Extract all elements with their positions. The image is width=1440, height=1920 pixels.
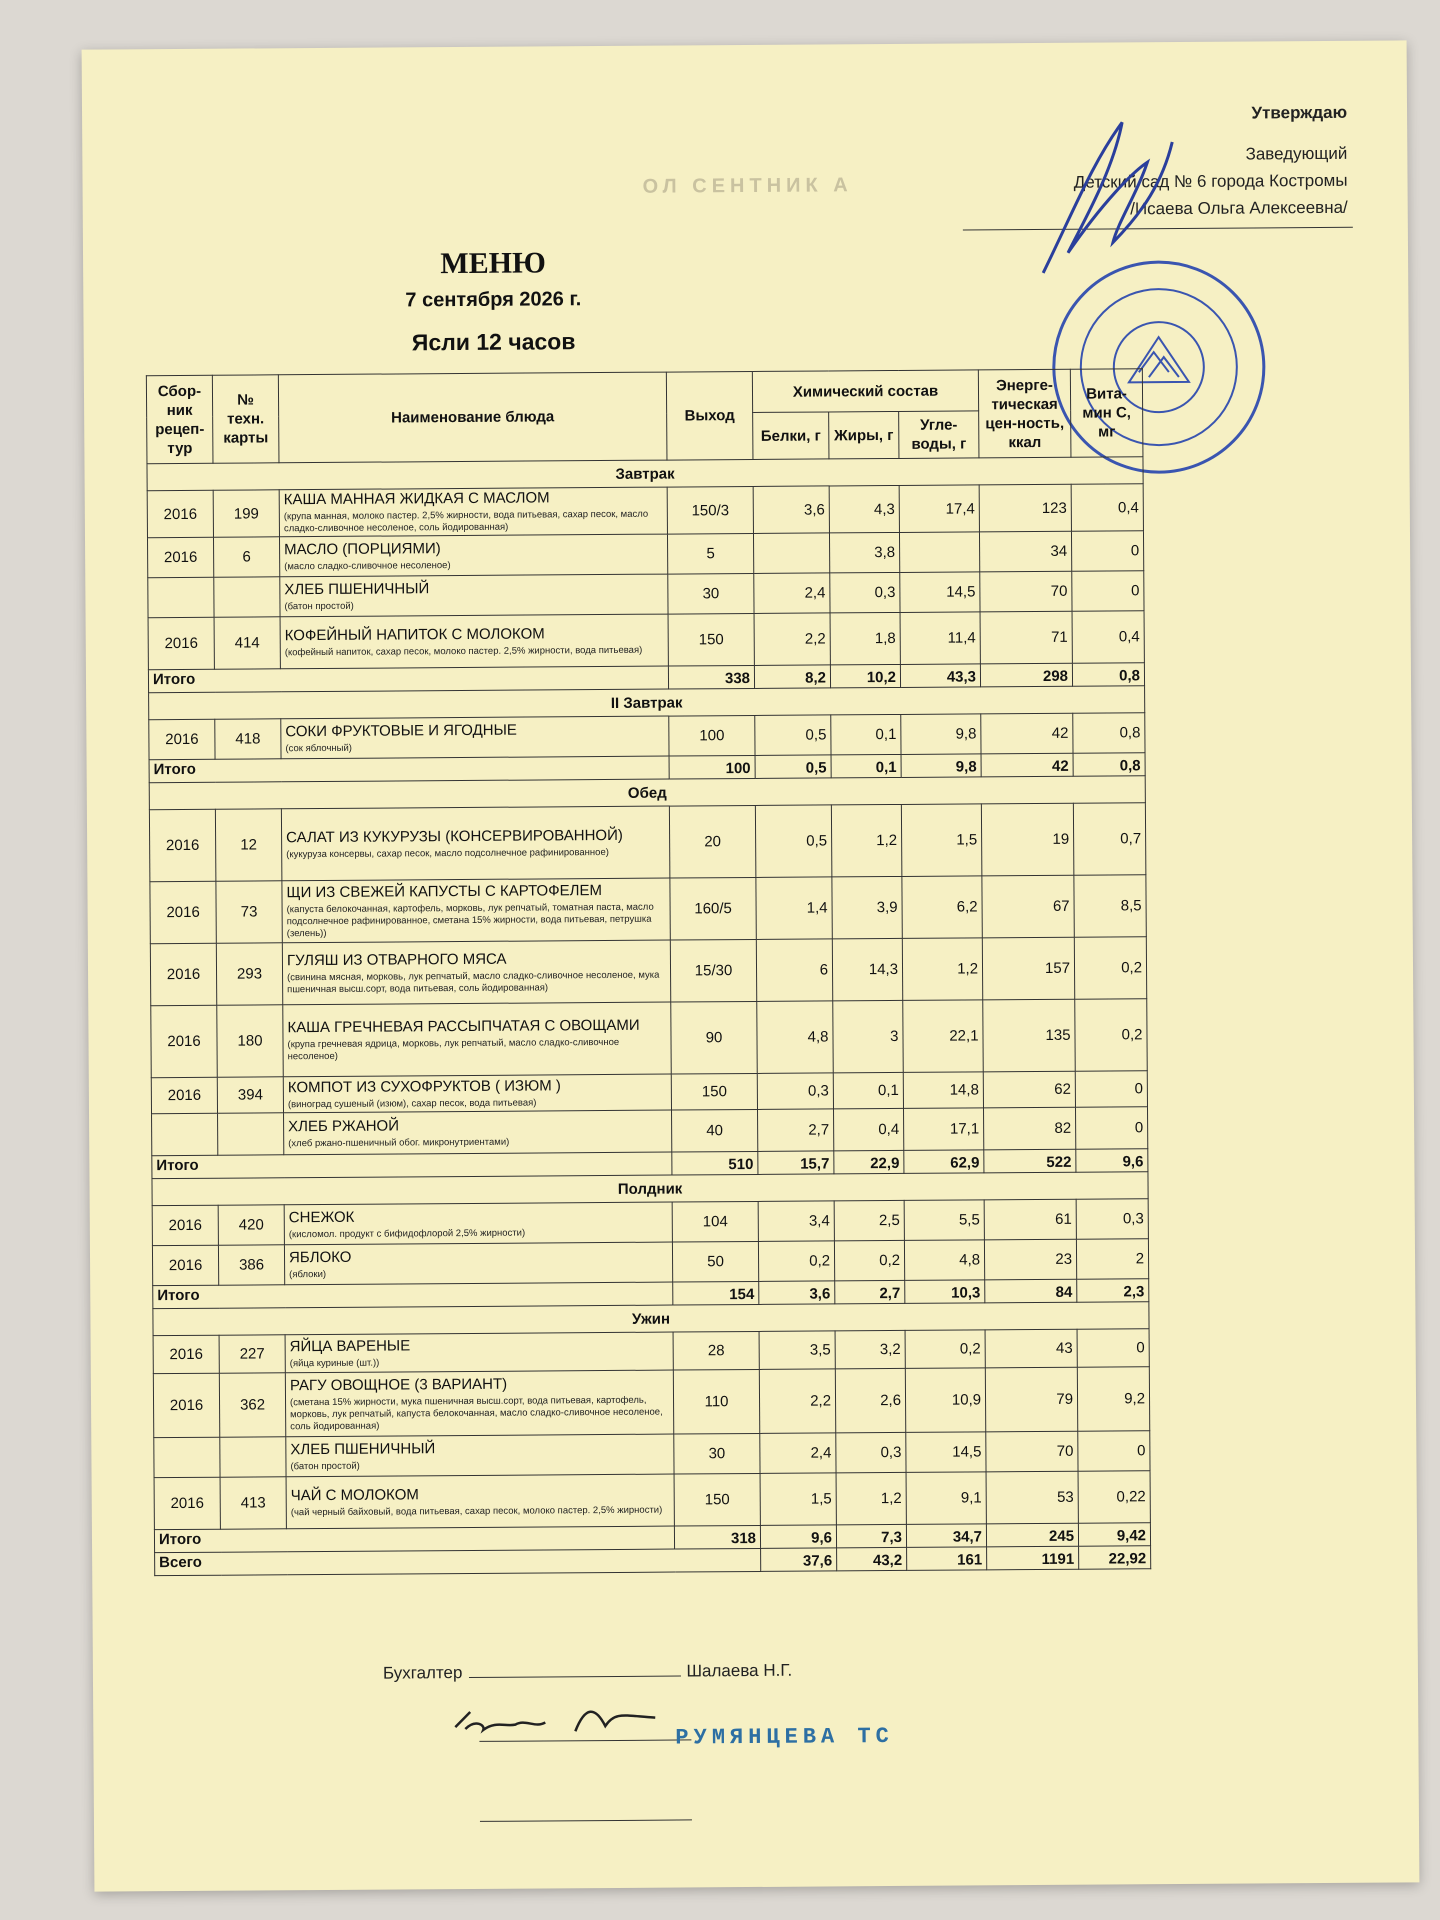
collection-cell: 2016 xyxy=(151,1005,218,1077)
proteins-cell: 1,5 xyxy=(760,1473,836,1526)
total-energy: 245 xyxy=(986,1523,1078,1547)
dish-cell xyxy=(280,574,668,617)
total-output: 154 xyxy=(673,1281,759,1305)
total-vitamin: 0,8 xyxy=(1073,753,1145,777)
energy-cell: 123 xyxy=(979,484,1071,532)
grand-total-vitamin: 22,92 xyxy=(1079,1546,1151,1570)
dish-ingredients: (сметана 15% жирности, мука пшеничная высш.сорт, вода питьевая, картофель, морковь, лук репчатый, капуста белокочанная, масло сладко-сливочное несоленое, соль йодированная) xyxy=(289,1394,663,1432)
total-energy: 298 xyxy=(980,663,1072,687)
total-vitamin: 2,3 xyxy=(1077,1279,1149,1303)
total-output: 510 xyxy=(672,1151,758,1175)
tech-card-cell: 227 xyxy=(219,1335,285,1373)
dish-ingredients: (кукуруза консервы, сахар песок, масло подсолнечное рафинированное) xyxy=(286,846,609,860)
output-cell: 40 xyxy=(672,1109,758,1152)
dish-cell xyxy=(282,940,670,1005)
vitamin-cell: 0 xyxy=(1078,1431,1150,1472)
carbs-cell: 6,2 xyxy=(902,876,982,939)
dish-cell xyxy=(281,806,669,881)
fats-cell: 1,2 xyxy=(836,1472,906,1524)
carbs-cell: 11,4 xyxy=(900,612,980,665)
dish-name: СОКИ ФРУКТОВЫЕ И ЯГОДНЫЕ xyxy=(285,721,517,740)
total-proteins: 8,2 xyxy=(754,665,830,689)
vitamin-cell: 0,4 xyxy=(1071,484,1143,532)
extra-line xyxy=(474,1805,698,1827)
vitamin-cell: 0,3 xyxy=(1076,1199,1148,1240)
section-title: Полдник xyxy=(152,1172,1148,1206)
total-proteins: 15,7 xyxy=(758,1151,834,1175)
col-collection: Сбор-ник рецеп-тур xyxy=(146,375,213,463)
table-row xyxy=(149,803,1145,882)
dish-name: ЧАЙ С МОЛОКОМ xyxy=(290,1485,419,1504)
table-row xyxy=(147,531,1143,578)
total-label: Итого xyxy=(149,756,669,783)
total-output: 100 xyxy=(669,755,755,779)
section-title: Завтрак xyxy=(147,457,1143,491)
dish-ingredients: (крупа гречневая ядрица, морковь, лук репчатый, масло сладко-сливочное несоленое) xyxy=(287,1036,620,1062)
dish-ingredients: (кофейный напиток, сахар песок, молоко пастер. 2,5% жирности, вода питьевая) xyxy=(284,644,643,658)
proteins-cell: 2,2 xyxy=(754,613,830,666)
output-cell: 15/30 xyxy=(670,939,756,1002)
output-cell: 30 xyxy=(668,573,754,614)
dish-name: КАША ГРЕЧНЕВАЯ РАССЫПЧАТАЯ С ОВОЩАМИ xyxy=(287,1016,640,1036)
output-cell: 5 xyxy=(667,533,753,574)
collection-cell: 2016 xyxy=(150,881,216,943)
dish-name: ХЛЕБ РЖАНОЙ xyxy=(288,1116,400,1135)
carbs-cell: 5,5 xyxy=(904,1200,984,1241)
dish-name: ХЛЕБ ПШЕНИЧНЫЙ xyxy=(290,1439,436,1458)
vitamin-cell: 2 xyxy=(1076,1239,1148,1280)
dish-name: КОФЕЙНЫЙ НАПИТОК С МОЛОКОМ xyxy=(284,624,545,644)
dish-ingredients: (виноград сушеный (изюм), сахар песок, вода питьевая) xyxy=(287,1096,537,1110)
tech-card-cell: 386 xyxy=(218,1245,284,1285)
proteins-cell xyxy=(753,533,829,574)
table-row xyxy=(150,937,1146,1006)
collection-cell: 2016 xyxy=(152,1205,218,1245)
collection-cell: 2016 xyxy=(152,1245,218,1285)
total-label: Итого xyxy=(152,1152,672,1179)
grand-total-proteins: 37,6 xyxy=(761,1548,837,1572)
col-energy: Энерге-тическая цен-ность, ккал xyxy=(978,369,1071,458)
accountant-line xyxy=(383,1661,792,1684)
fats-cell: 4,3 xyxy=(829,485,899,532)
carbs-cell: 9,1 xyxy=(906,1472,986,1525)
dish-cell xyxy=(283,1002,671,1077)
total-proteins: 9,6 xyxy=(760,1525,836,1549)
carbs-cell: 1,2 xyxy=(902,938,982,1001)
table-row xyxy=(154,1471,1150,1530)
tech-card-cell: 362 xyxy=(219,1373,285,1437)
approve-label: Утверждаю xyxy=(1251,102,1348,123)
collection-cell: 2016 xyxy=(147,537,213,577)
vitamin-cell: 0 xyxy=(1072,571,1144,612)
table-row xyxy=(152,1199,1148,1246)
total-fats: 2,7 xyxy=(835,1280,905,1303)
menu-title: МЕНЮ xyxy=(440,246,546,281)
fats-cell: 14,3 xyxy=(832,938,902,1000)
fats-cell: 3 xyxy=(833,1000,904,1072)
tech-card-cell: 12 xyxy=(215,809,282,881)
proteins-cell: 0,3 xyxy=(757,1073,833,1110)
total-vitamin: 9,42 xyxy=(1078,1523,1150,1547)
proteins-cell: 4,8 xyxy=(757,1001,834,1074)
total-carbs: 62,9 xyxy=(904,1150,984,1174)
section-title: Обед xyxy=(149,776,1145,810)
energy-cell: 53 xyxy=(986,1471,1078,1524)
dish-cell xyxy=(283,1074,671,1113)
total-carbs: 10,3 xyxy=(905,1280,985,1304)
output-cell: 90 xyxy=(671,1001,758,1074)
table-row xyxy=(152,1239,1148,1286)
collection-cell xyxy=(154,1437,220,1477)
vitamin-cell: 0,2 xyxy=(1074,937,1146,1000)
dish-cell xyxy=(282,878,670,943)
proteins-cell: 0,5 xyxy=(755,715,831,756)
fats-cell: 2,5 xyxy=(834,1200,904,1240)
dish-name: ГУЛЯШ ИЗ ОТВАРНОГО МЯСА xyxy=(286,950,507,969)
output-cell: 150 xyxy=(674,1473,760,1526)
tech-card-cell xyxy=(214,577,280,617)
output-cell: 150 xyxy=(671,1073,757,1110)
tech-card-cell: 6 xyxy=(213,537,279,577)
fats-cell: 2,6 xyxy=(835,1368,905,1432)
dish-name: РАГУ ОВОЩНОЕ (3 ВАРИАНТ) xyxy=(289,1375,508,1394)
carbs-cell: 4,8 xyxy=(904,1240,984,1281)
energy-cell: 42 xyxy=(981,713,1073,754)
vitamin-cell: 9,2 xyxy=(1077,1367,1149,1432)
accountant-signature-line xyxy=(468,1676,680,1678)
output-cell: 30 xyxy=(674,1433,760,1474)
vitamin-cell: 8,5 xyxy=(1074,875,1146,938)
vitamin-cell: 0,7 xyxy=(1073,803,1146,876)
total-fats: 7,3 xyxy=(836,1524,906,1547)
fats-cell: 0,1 xyxy=(831,714,901,754)
dish-ingredients: (батон простой) xyxy=(284,600,354,612)
collection-cell: 2016 xyxy=(149,809,216,881)
output-cell: 104 xyxy=(672,1201,758,1242)
dish-cell xyxy=(279,487,667,537)
grand-total-carbs: 161 xyxy=(907,1547,987,1571)
tech-card-cell: 413 xyxy=(220,1477,286,1529)
tech-card-cell xyxy=(218,1113,284,1155)
dish-name: ЯЙЦА ВАРЕНЫЕ xyxy=(289,1336,411,1355)
energy-cell: 82 xyxy=(984,1107,1076,1150)
table-row xyxy=(150,875,1146,944)
proteins-cell: 0,2 xyxy=(758,1241,834,1282)
energy-cell: 34 xyxy=(979,531,1071,572)
total-proteins: 0,5 xyxy=(755,755,831,779)
table-row xyxy=(151,999,1147,1078)
menu-table xyxy=(146,368,1151,1576)
total-fats: 22,9 xyxy=(834,1150,904,1173)
total-energy: 84 xyxy=(985,1279,1077,1303)
dish-name: ХЛЕБ ПШЕНИЧНЫЙ xyxy=(284,579,430,598)
collection-cell: 2016 xyxy=(147,490,213,537)
approver-position: Заведующий xyxy=(1245,143,1348,164)
dish-cell xyxy=(281,716,669,759)
dish-ingredients: (хлеб ржано-пшеничный обог. микронутриентами) xyxy=(288,1136,510,1149)
collection-cell: 2016 xyxy=(149,719,215,759)
energy-cell: 67 xyxy=(982,875,1074,938)
fats-cell: 1,8 xyxy=(830,612,900,664)
tech-card-cell: 293 xyxy=(216,943,282,1005)
carbs-cell: 14,5 xyxy=(900,572,980,613)
proteins-cell: 6 xyxy=(756,939,832,1002)
extra-signature-line xyxy=(480,1819,692,1821)
tech-card-cell: 180 xyxy=(217,1005,284,1077)
collection-cell xyxy=(152,1113,218,1155)
collection-cell: 2016 xyxy=(154,1477,220,1529)
dish-ingredients: (капуста белокочанная, картофель, морковь, лук репчатый, томатная паста, масло подсолнечное рафинированное, сметана 15% жирности, вода питьевая, петрушка (зелень)) xyxy=(286,901,654,939)
name-stamp: РУМЯНЦЕВА ТС xyxy=(675,1724,894,1751)
col-carbs: Угле-воды, г xyxy=(899,411,979,459)
vitamin-cell: 0,4 xyxy=(1072,611,1144,664)
fats-cell: 0,3 xyxy=(836,1432,906,1472)
output-cell: 20 xyxy=(669,805,756,878)
fats-cell: 0,4 xyxy=(833,1108,903,1150)
vitamin-cell: 0,2 xyxy=(1075,999,1148,1072)
fats-cell: 1,2 xyxy=(831,804,902,876)
collection-cell: 2016 xyxy=(151,1077,217,1113)
total-carbs: 43,3 xyxy=(900,664,980,688)
energy-cell: 70 xyxy=(986,1431,1078,1472)
grand-total-fats: 43,2 xyxy=(837,1547,907,1570)
col-output: Выход xyxy=(666,371,753,460)
table-row xyxy=(147,484,1143,538)
proteins-cell: 2,2 xyxy=(759,1369,835,1434)
fats-cell: 0,2 xyxy=(834,1240,904,1280)
dish-ingredients: (яблоки) xyxy=(289,1268,327,1280)
col-fats: Жиры, г xyxy=(829,411,899,458)
proteins-cell: 2,4 xyxy=(754,573,830,614)
table-row xyxy=(153,1367,1149,1438)
proteins-cell: 3,4 xyxy=(758,1201,834,1242)
energy-cell: 62 xyxy=(983,1071,1075,1108)
carbs-cell: 14,5 xyxy=(906,1432,986,1473)
dish-cell xyxy=(285,1332,673,1373)
fats-cell: 3,2 xyxy=(835,1330,905,1368)
menu-body xyxy=(147,457,1151,1576)
accountant-name: Шалаева Н.Г. xyxy=(686,1660,793,1681)
dish-cell xyxy=(284,1202,672,1245)
approver-name: /Исаева Ольга Алексеевна/ xyxy=(1130,197,1348,219)
proteins-cell: 3,5 xyxy=(759,1331,835,1370)
fats-cell: 3,8 xyxy=(829,532,899,572)
total-fats: 10,2 xyxy=(830,664,900,687)
tech-card-cell: 394 xyxy=(217,1077,283,1113)
grand-total-label: Всего xyxy=(155,1548,761,1575)
total-carbs: 34,7 xyxy=(906,1524,986,1548)
dish-ingredients: (чай черный байховый, вода питьевая, сахар песок, молоко пастер. 2,5% жирности) xyxy=(290,1504,663,1518)
carbs-cell: 9,8 xyxy=(901,714,981,755)
carbs-cell: 10,9 xyxy=(905,1368,985,1433)
energy-cell: 71 xyxy=(980,611,1072,664)
faint-stamp-text: ОЛ СЕНТНИК А xyxy=(642,174,853,198)
dish-name: СНЕЖОК xyxy=(288,1208,355,1226)
carbs-cell: 0,2 xyxy=(905,1330,985,1369)
total-vitamin: 9,6 xyxy=(1076,1149,1148,1173)
collection-cell: 2016 xyxy=(148,617,214,669)
section-title: Ужин xyxy=(153,1302,1149,1336)
energy-cell: 43 xyxy=(985,1329,1077,1368)
output-cell: 110 xyxy=(673,1369,759,1434)
collection-cell: 2016 xyxy=(153,1373,219,1437)
fats-cell: 0,3 xyxy=(830,572,900,612)
proteins-cell: 3,6 xyxy=(753,486,829,534)
dish-cell xyxy=(284,1242,672,1285)
collection-cell xyxy=(148,577,214,617)
energy-cell: 61 xyxy=(984,1199,1076,1240)
proteins-cell: 2,7 xyxy=(758,1109,834,1152)
dish-cell xyxy=(279,534,667,577)
output-cell: 50 xyxy=(672,1241,758,1282)
dish-ingredients: (сок яблочный) xyxy=(285,742,352,754)
total-label: Итого xyxy=(154,1526,674,1553)
tech-card-cell xyxy=(220,1437,286,1477)
carbs-cell: 22,1 xyxy=(903,1000,984,1073)
dish-name: ЯБЛОКО xyxy=(288,1248,352,1266)
total-vitamin: 0,8 xyxy=(1072,663,1144,687)
output-cell: 150/3 xyxy=(667,486,753,534)
menu-group: Ясли 12 часов xyxy=(411,328,576,356)
dish-cell xyxy=(286,1474,674,1529)
energy-cell: 157 xyxy=(982,937,1074,1000)
dish-ingredients: (масло сладко-сливочное несоленое) xyxy=(284,559,451,572)
total-energy: 42 xyxy=(981,753,1073,777)
col-chemical: Химический состав xyxy=(752,370,978,413)
total-proteins: 3,6 xyxy=(759,1281,835,1305)
total-output: 338 xyxy=(668,665,754,689)
menu-date: 7 сентября 2026 г. xyxy=(405,288,582,312)
dish-name: САЛАТ ИЗ КУКУРУЗЫ (КОНСЕРВИРОВАННОЙ) xyxy=(286,826,623,846)
dish-cell xyxy=(284,1110,672,1155)
table-row xyxy=(152,1107,1148,1156)
section-title: II Завтрак xyxy=(149,686,1145,720)
accountant-label: Бухгалтер xyxy=(382,1663,463,1683)
total-energy: 522 xyxy=(984,1149,1076,1173)
document-sheet xyxy=(82,40,1420,1891)
carbs-cell: 14,8 xyxy=(903,1072,983,1109)
total-carbs: 9,8 xyxy=(901,754,981,778)
total-label: Итого xyxy=(148,666,668,693)
proteins-cell: 0,5 xyxy=(755,805,832,878)
total-fats: 0,1 xyxy=(831,754,901,777)
dish-cell xyxy=(285,1370,673,1437)
energy-cell: 70 xyxy=(980,571,1072,612)
energy-cell: 79 xyxy=(985,1367,1077,1432)
col-proteins: Белки, г xyxy=(753,412,829,460)
dish-ingredients: (кисломол. продукт с бифидофлорой 2,5% жирности) xyxy=(288,1227,526,1240)
vitamin-cell: 0,22 xyxy=(1078,1471,1150,1524)
collection-cell: 2016 xyxy=(150,943,216,1005)
output-cell: 160/5 xyxy=(670,877,756,940)
energy-cell: 23 xyxy=(984,1239,1076,1280)
vitamin-cell: 0 xyxy=(1071,531,1143,572)
fats-cell: 3,9 xyxy=(832,876,902,938)
dish-ingredients: (яйца куриные (шт.)) xyxy=(289,1357,380,1369)
col-dish-name: Наименование блюда xyxy=(278,372,667,463)
collection-cell: 2016 xyxy=(153,1335,219,1373)
col-tech-card: № техн. карты xyxy=(212,375,279,463)
total-label: Итого xyxy=(153,1282,673,1309)
grand-total-energy: 1191 xyxy=(987,1546,1079,1570)
energy-cell: 135 xyxy=(983,999,1076,1072)
vitamin-cell: 0 xyxy=(1076,1107,1148,1150)
proteins-cell: 2,4 xyxy=(760,1433,836,1474)
table-row xyxy=(148,611,1144,670)
dish-name: ЩИ ИЗ СВЕЖЕЙ КАПУСТЫ С КАРТОФЕЛЕМ xyxy=(286,881,603,901)
dish-ingredients: (крупа манная, молоко пастер. 2,5% жирности, вода питьевая, сахар песок, масло сладко-сливочное несоленое, соль йодированная) xyxy=(283,508,649,535)
tech-card-cell: 199 xyxy=(213,490,279,537)
output-cell: 28 xyxy=(673,1331,759,1370)
total-output: 318 xyxy=(674,1525,760,1549)
col-vitamin: Вита-мин С, мг xyxy=(1070,369,1143,458)
vitamin-cell: 0 xyxy=(1077,1329,1149,1368)
tech-card-cell: 73 xyxy=(216,881,282,943)
carbs-cell: 17,1 xyxy=(903,1108,983,1151)
carbs-cell: 1,5 xyxy=(901,804,982,877)
dish-name: МАСЛО (ПОРЦИЯМИ) xyxy=(284,539,441,558)
dish-cell xyxy=(286,1434,674,1477)
fats-cell: 0,1 xyxy=(833,1072,903,1108)
energy-cell: 19 xyxy=(981,803,1074,876)
vitamin-cell: 0,8 xyxy=(1073,713,1145,754)
table-row xyxy=(154,1431,1150,1478)
tech-card-cell: 414 xyxy=(214,617,280,669)
output-cell: 100 xyxy=(669,715,755,756)
tech-card-cell: 420 xyxy=(218,1205,284,1245)
dish-cell xyxy=(280,614,668,669)
table-row xyxy=(148,571,1144,618)
output-cell: 150 xyxy=(668,613,754,666)
dish-ingredients: (батон простой) xyxy=(290,1460,360,1472)
table-row xyxy=(149,713,1145,760)
cook-signature-icon xyxy=(445,1695,685,1747)
vitamin-cell: 0 xyxy=(1075,1071,1147,1108)
tech-card-cell: 418 xyxy=(215,719,281,759)
approver-organization: Детский сад № 6 города Костромы xyxy=(1073,170,1348,192)
dish-ingredients: (свинина мясная, морковь, лук репчатый, масло сладко-сливочное несоленое, мука пшеничная высш.сорт, вода питьевая, соль йодированная) xyxy=(287,969,660,995)
carbs-cell xyxy=(899,532,979,573)
carbs-cell: 17,4 xyxy=(899,485,979,533)
proteins-cell: 1,4 xyxy=(756,877,832,940)
dish-name: КОМПОТ ИЗ СУХОФРУКТОВ ( ИЗЮМ ) xyxy=(287,1076,561,1096)
dish-name: КАША МАННАЯ ЖИДКАЯ С МАСЛОМ xyxy=(283,489,550,509)
